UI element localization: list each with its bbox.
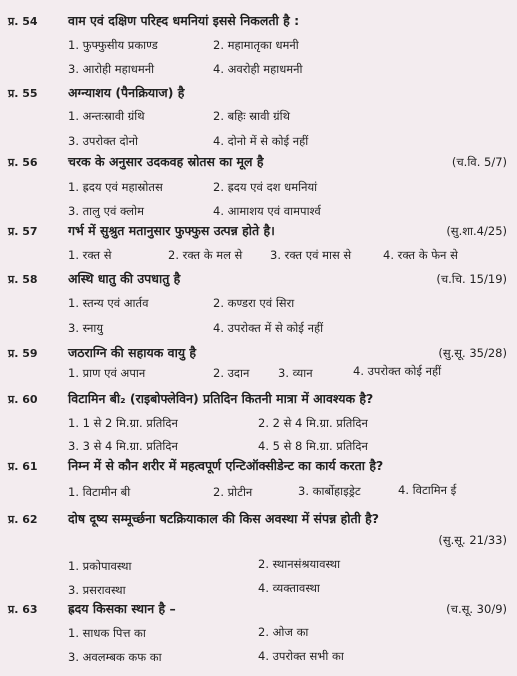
question-number: प्र. 56 <box>8 156 38 169</box>
option-3: 3. तालु एवं क्लोम <box>68 204 144 218</box>
question-59 <box>8 344 511 380</box>
option-2: 2. स्थानसंश्रयावस्था <box>258 557 341 571</box>
question-62 <box>8 510 511 597</box>
option-1: 1. विटामीन बी <box>68 485 131 499</box>
question-number: प्र. 54 <box>8 15 38 28</box>
option-4: 4. 5 से 8 मि.ग्रा. प्रतिदिन <box>258 439 368 453</box>
option-4: 4. आमाशय एवं वामपार्श्व <box>213 204 321 218</box>
option-2: 2. कण्डरा एवं सिरा <box>213 296 295 310</box>
question-text: निम्न में से कौन शरीर में महत्वपूर्ण एन्टिऑक्सीडेन्ट का कार्य करता है? <box>68 458 384 473</box>
option-1: 1. रक्त से <box>68 248 112 262</box>
question-text: अग्न्याशय (पैनक्रियाज) है <box>68 85 185 100</box>
option-1: 1. 1 से 2 मि.ग्रा. प्रतिदिन <box>68 416 178 430</box>
reference-citation: (सु.शा.4/25) <box>446 224 507 238</box>
question-text: विटामिन बी₂ (राइबोफ्लेविन) प्रतिदिन कितनी मात्रा में आवश्यक है? <box>68 391 374 406</box>
reference-citation: (सु.सू. 21/33) <box>438 533 507 547</box>
option-4: 4. विटामिन ई <box>398 483 457 497</box>
reference-citation: (च.वि. 5/7) <box>451 155 507 169</box>
option-3: 3. कार्बोहाइड्रेट <box>298 484 361 498</box>
option-1: 1. प्राण एवं अपान <box>68 366 146 380</box>
question-text: अस्थि धातु की उपधातु है <box>68 271 181 286</box>
question-54 <box>8 12 511 76</box>
option-1: 1. अन्तःस्रावी ग्रंथि <box>68 109 145 123</box>
option-1: 1. प्रकोपावस्था <box>68 559 132 573</box>
option-4: 4. व्यक्तावस्था <box>258 581 320 595</box>
question-number: प्र. 55 <box>8 87 38 100</box>
question-number: प्र. 59 <box>8 347 38 360</box>
option-1: 1. साधक पित्त का <box>68 626 146 640</box>
option-1: 1. स्तन्य एवं आर्तव <box>68 296 149 310</box>
question-number: प्र. 57 <box>8 225 38 238</box>
option-2: 2. उदान <box>213 366 250 380</box>
question-number: प्र. 60 <box>8 393 38 406</box>
option-3: 3. प्रसरावस्था <box>68 583 126 597</box>
question-text: वाम एवं दक्षिण परिह्द धमनियां इससे निकलती है : <box>68 13 300 28</box>
option-4: 4. उपरोक्त सभी का <box>258 649 344 663</box>
question-number: प्र. 58 <box>8 273 38 286</box>
question-56 <box>8 153 511 218</box>
option-4: 4. उपरोक्त कोई नहीं <box>353 364 442 378</box>
option-3: 3. अवलम्बक कफ का <box>68 650 162 664</box>
question-text: ह्रदय किसका स्थान है – <box>68 601 176 616</box>
option-2: 2. रक्त के मल से <box>168 248 243 262</box>
question-60 <box>8 390 511 453</box>
question-55 <box>8 84 511 148</box>
question-number: प्र. 62 <box>8 513 38 526</box>
option-2: 2. 2 से 4 मि.ग्रा. प्रतिदिन <box>258 416 368 430</box>
option-2: 2. प्रोटीन <box>213 485 253 499</box>
question-number: प्र. 61 <box>8 460 38 473</box>
option-3: 3. आरोही महाधमनी <box>68 62 155 76</box>
option-1: 1. फुफ्फुसीय प्रकाण्ड <box>68 38 158 52</box>
question-63 <box>8 600 511 664</box>
option-4: 4. रक्त के फेन से <box>383 248 458 262</box>
option-2: 2. बहिः स्रावी ग्रंथि <box>213 109 290 123</box>
question-text: गर्भ में सुश्रुत मतानुसार फुफ्फुस उत्पन्न होते है। <box>68 223 275 238</box>
question-number: प्र. 63 <box>8 603 38 616</box>
question-58 <box>8 270 511 335</box>
option-2: 2. ह्रदय एवं दश धमनियां <box>213 180 318 194</box>
option-2: 2. महामातृका धमनी <box>213 38 299 52</box>
option-3: 3. व्यान <box>278 366 313 380</box>
question-text: चरक के अनुसार उदकवह स्रोतस का मूल है <box>68 154 264 169</box>
option-4: 4. दोनो में से कोई नहीं <box>213 134 309 148</box>
reference-citation: (च.सू. 30/9) <box>446 602 507 616</box>
reference-citation: (च.चि. 15/19) <box>436 272 507 286</box>
reference-citation: (सु.सू. 35/28) <box>438 346 507 360</box>
option-3: 3. रक्त एवं मास से <box>270 248 352 262</box>
question-57 <box>8 222 511 262</box>
option-3: 3. उपरोक्त दोनो <box>68 134 138 148</box>
question-text: दोष दूष्य सम्मूर्च्छना षटक्रियाकाल की किस अवस्था में संपन्न होती है? <box>68 511 380 526</box>
option-3: 3. 3 से 4 मि.ग्रा. प्रतिदिन <box>68 439 178 453</box>
question-61 <box>8 457 511 499</box>
option-1: 1. ह्रदय एवं महास्रोतस <box>68 180 163 194</box>
option-3: 3. स्नायु <box>68 321 104 335</box>
option-2: 2. ओज का <box>258 625 309 639</box>
option-4: 4. अवरोही महाधमनी <box>213 62 303 76</box>
option-4: 4. उपरोक्त में से कोई नहीं <box>213 321 324 335</box>
question-text: जठराग्नि की सहायक वायु है <box>68 345 197 360</box>
